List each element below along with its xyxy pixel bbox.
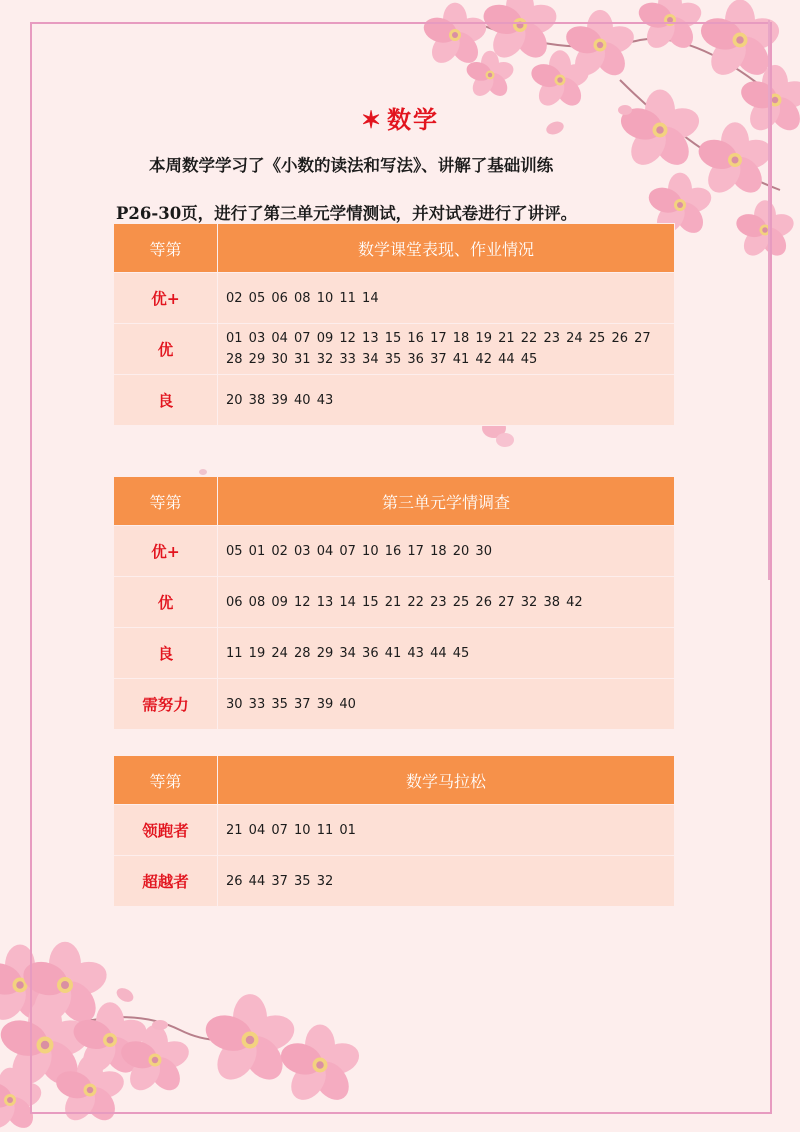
grade-level: 优+: [114, 526, 218, 577]
table-row: [114, 324, 675, 375]
grade-level: 优+: [114, 273, 218, 324]
student-numbers: 30 33 35 37 39 40: [218, 679, 675, 730]
category-column-header: 数学课堂表现、作业情况: [218, 224, 675, 273]
student-numbers: 01 03 04 07 09 12 13 15 16 17 18 19 21 22 23 24 25 26 27 28 29 30 31 32 33 34 35 36 37 41 42 44 45: [218, 324, 675, 375]
table-header: [114, 477, 675, 526]
table-row: [114, 526, 675, 577]
student-numbers: 05 01 02 03 04 07 10 16 17 18 20 30: [218, 526, 675, 577]
table-header: [114, 224, 675, 273]
student-numbers: 02 05 06 08 10 11 14: [218, 273, 675, 324]
table-header: [114, 756, 675, 805]
table-row: [114, 628, 675, 679]
intro-line-1: 本周数学学习了《小数的读法和写法》、讲解了基础训练: [149, 156, 554, 175]
category-column-header: 第三单元学情调查: [218, 477, 675, 526]
table-row: [114, 856, 675, 907]
grade-level: 良: [114, 628, 218, 679]
student-numbers: 26 44 37 35 32: [218, 856, 675, 907]
student-numbers: 06 08 09 12 13 14 15 21 22 23 25 26 27 32 38 42: [218, 577, 675, 628]
math-marathon-table: [113, 755, 675, 907]
grade-level: 需努力: [114, 679, 218, 730]
table-row: [114, 375, 675, 426]
grade-column-header: 等第: [114, 477, 218, 526]
grade-level: 优: [114, 577, 218, 628]
category-column-header: 数学马拉松: [218, 756, 675, 805]
intro-line-2: P26-30页，进行了第三单元学情测试，并对试卷进行了讲评。: [116, 204, 578, 223]
table-row: [114, 805, 675, 856]
table-row: [114, 273, 675, 324]
table-row: [114, 679, 675, 730]
student-numbers: 20 38 39 40 43: [218, 375, 675, 426]
grade-level: 优: [114, 324, 218, 375]
grade-level: 领跑者: [114, 805, 218, 856]
student-numbers: 11 19 24 28 29 34 36 41 43 44 45: [218, 628, 675, 679]
student-numbers: 21 04 07 10 11 01: [218, 805, 675, 856]
grade-column-header: 等第: [114, 224, 218, 273]
grade-level: 超越者: [114, 856, 218, 907]
page-title: ✶ 数学: [360, 105, 440, 134]
unit-three-survey-table: [113, 476, 675, 730]
grade-column-header: 等第: [114, 756, 218, 805]
star-icon: ✶: [360, 105, 384, 134]
grade-level: 良: [114, 375, 218, 426]
homework-performance-table: [113, 223, 675, 426]
table-row: [114, 577, 675, 628]
